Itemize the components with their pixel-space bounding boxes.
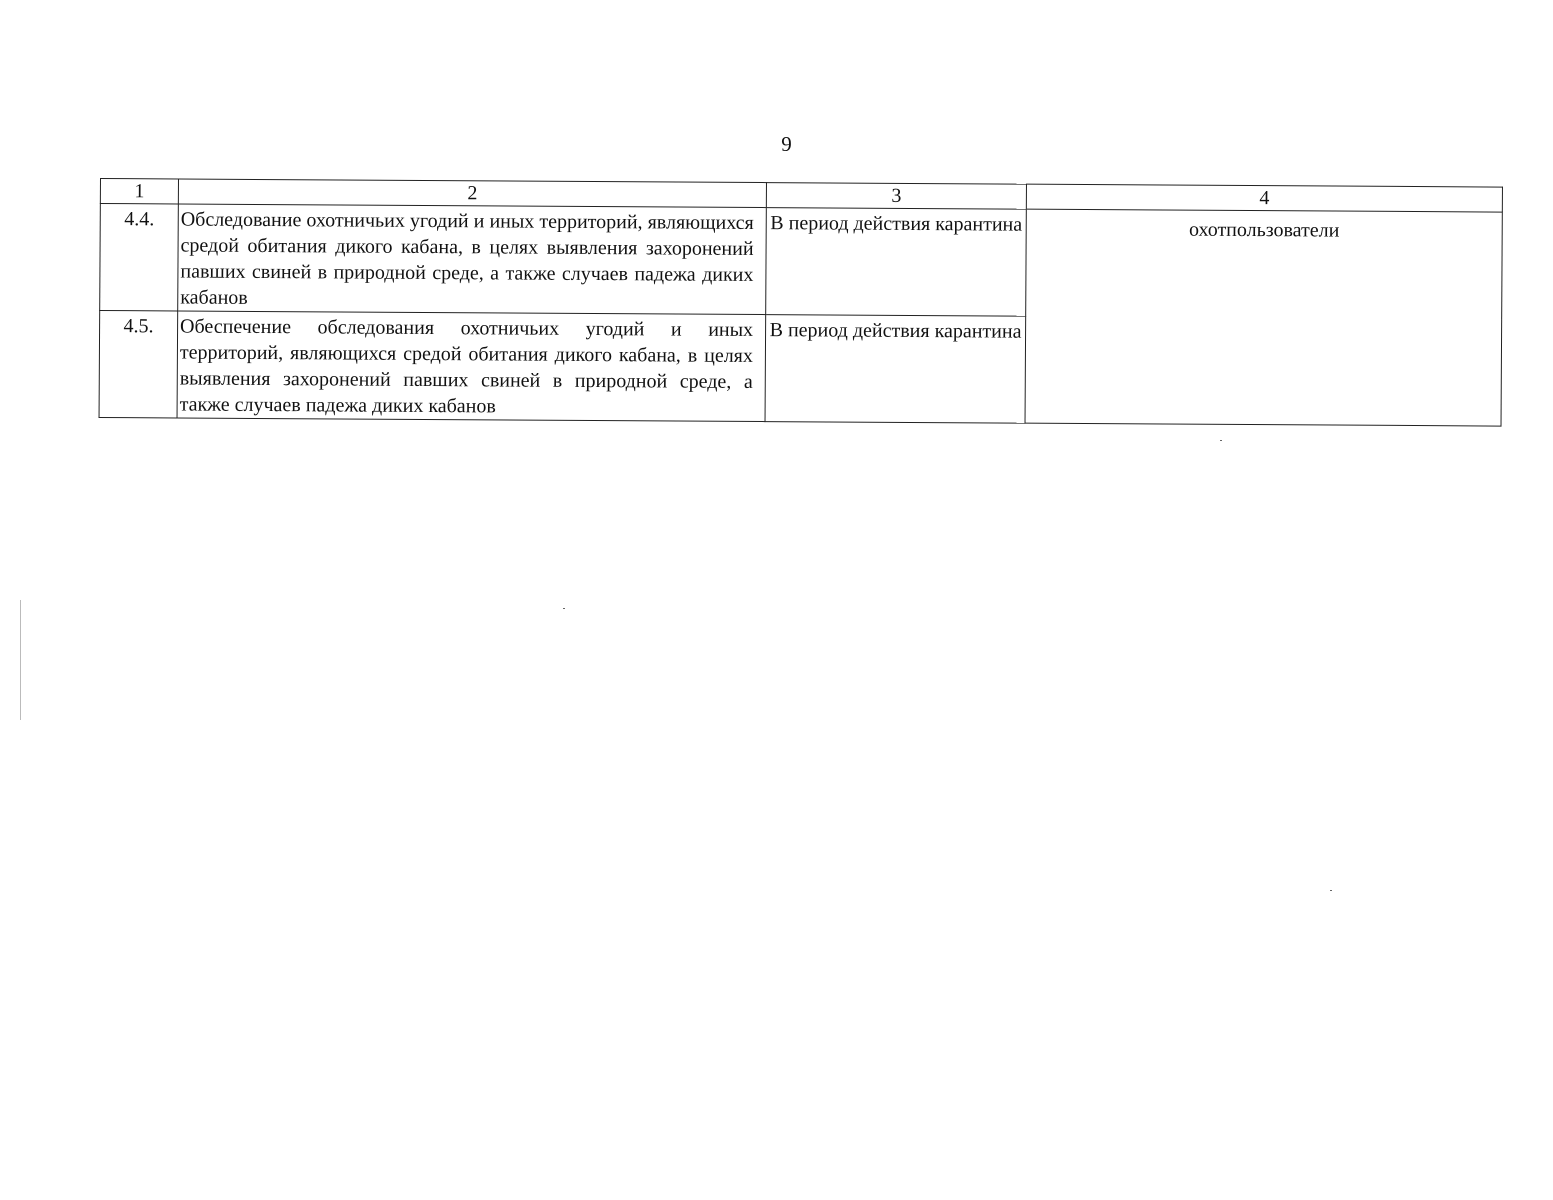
measures-table-container [99, 178, 1502, 427]
row-number: 4.5. [99, 311, 178, 418]
responsible-cell: охотпользователи [1025, 209, 1502, 426]
scan-artifact [1220, 440, 1222, 441]
header-cell-4: 4 [1026, 184, 1502, 212]
scan-artifact [563, 608, 565, 609]
scan-artifact [1330, 890, 1332, 891]
header-cell-1: 1 [100, 179, 178, 204]
measures-table [99, 178, 1503, 427]
page-number: 9 [781, 132, 792, 156]
scan-artifact [20, 600, 21, 720]
header-cell-3: 3 [766, 183, 1026, 210]
row-period: В период действия карантина [766, 208, 1027, 317]
row-description: Обследование охотничьих угодий и иных территорий, являющихся средой обитания дикого кабана, в целях выявления захоронений павших свиней в природной среде, а также случаев падежа диких кабанов [178, 204, 767, 315]
table-row [100, 204, 1503, 320]
header-cell-2: 2 [178, 179, 766, 208]
row-period: В период действия карантина [765, 315, 1026, 424]
row-description: Обеспечение обследования охотничьих угодий и иных территорий, являющихся средой обитания дикого кабана, в целях выявления захоронений павших свиней в природной среде, а также случаев падежа диких кабанов [177, 311, 766, 422]
row-number: 4.4. [100, 204, 179, 311]
